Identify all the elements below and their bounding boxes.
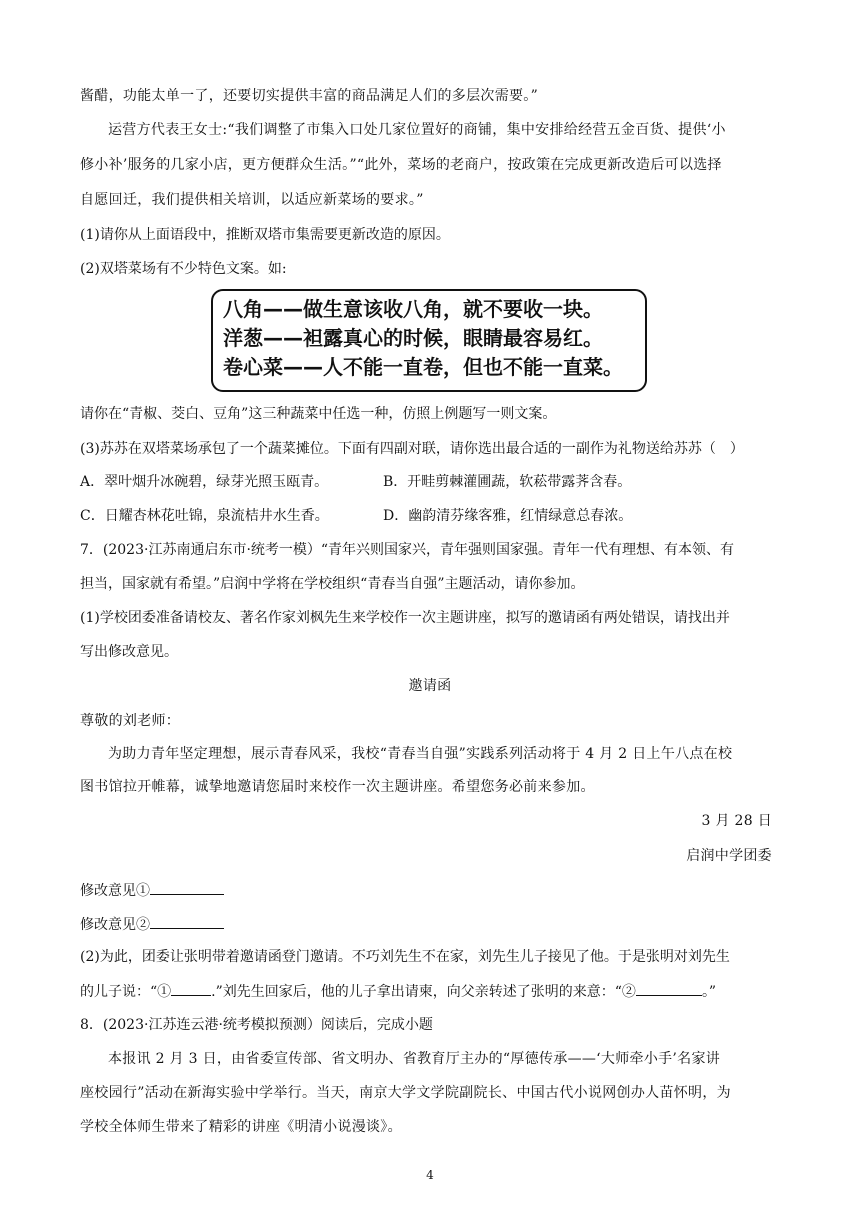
question-2: (2)双塔菜场有不少特色文案。如: xyxy=(80,261,287,277)
letter-body: 为助力青年坚定理想，展示青春风采，我校“青春当自强”实践系列活动将于 4 月 2 日上午八点在校 xyxy=(108,746,733,762)
fix-line-2 xyxy=(80,914,224,935)
slogan-line: 卷心菜——人不能一直卷，但也不能一直菜。 xyxy=(223,355,623,379)
news-text: 学校全体师生带来了精彩的讲座《明清小说漫谈》。 xyxy=(80,1119,402,1135)
option-c: C．日耀杏林花吐锦，泉流桔井水生香。 xyxy=(80,508,329,524)
slogan-line: 洋葱——袒露真心的时候，眼睛最容易红。 xyxy=(223,326,603,350)
question-7-cont: 担当，国家就有希望。”启润中学将在学校组织“青春当自强”主题活动，请你参加。 xyxy=(80,576,585,592)
question-7-1-cont: 写出修改意见。 xyxy=(80,644,178,660)
option-b: B．开畦剪棘灌圃蔬，软菘带露荠含春。 xyxy=(383,474,632,490)
option-a: A．翠叶烟升冰碗碧，绿芽光照玉瓯青。 xyxy=(80,474,329,490)
news-text: 本报讯 2 月 3 日，由省委宣传部、省文明办、省教育厅主办的“厚德传承——‘大师牵小手’名家讲 xyxy=(108,1051,721,1067)
question-7-2-cont xyxy=(80,981,716,1002)
question-3: (3)苏苏在双塔菜场承包了一个蔬菜摊位。下面有四副对联，请你选出最合适的一副作为礼物送给苏苏（ ） xyxy=(80,441,744,457)
slogan-line: 八角——做生意该收八角，就不要收一块。 xyxy=(223,297,603,321)
letter-date: 3 月 28 日 xyxy=(701,813,772,829)
text-line: 自愿回迁，我们提供相关培训，以适应新菜场的要求。” xyxy=(80,192,424,208)
text-segment: 。” xyxy=(701,984,717,1000)
letter-signature: 启润中学团委 xyxy=(686,848,772,864)
letter-salutation: 尊敬的刘老师： xyxy=(80,713,181,729)
fix-label: 修改意见① xyxy=(80,883,150,899)
answer-blank[interactable] xyxy=(150,914,224,929)
fix-line-1 xyxy=(80,880,224,901)
text-line: 酱醋，功能太单一了，还要切实提供丰富的商品满足人们的多层次需要。” xyxy=(80,88,539,104)
question-8: 8．(2023·江苏连云港·统考模拟预测）阅读后，完成小题 xyxy=(80,1017,433,1033)
letter-title: 邀请函 xyxy=(408,678,452,694)
question-7: 7．(2023·江苏南通启东市·统考一模）“青年兴则国家兴，青年强则国家强。青年一代有理想、有本领、有 xyxy=(80,542,735,558)
news-text: 座校园行”活动在新海实验中学举行。当天，南京大学文学院副院长、中国古代小说网创办人苗怀明，为 xyxy=(80,1085,731,1101)
letter-body: 图书馆拉开帷幕，诚挚地邀请您届时来校作一次主题讲座。希望您务必前来参加。 xyxy=(80,779,595,795)
option-d: D．幽韵清芬缘客雅，红情绿意总春浓。 xyxy=(383,508,633,524)
question-7-1: (1)学校团委准备请校友、著名作家刘枫先生来学校作一次主题讲座，拟写的邀请函有两处错误，请找出并 xyxy=(80,610,730,626)
slogan-box xyxy=(211,289,647,392)
fix-label: 修改意见② xyxy=(80,917,150,933)
text-line: 运营方代表王女士:“我们调整了市集入口处几家位置好的商铺，集中安排给经营五金百货、提供‘小 xyxy=(108,122,726,138)
text-segment: 的儿子说：“① xyxy=(80,984,172,1000)
answer-blank[interactable] xyxy=(636,981,702,996)
page-number: 4 xyxy=(426,1168,434,1182)
question-1: (1)请你从上面语段中，推断双塔市集需要更新改造的原因。 xyxy=(80,227,450,243)
text-segment: .”刘先生回家后，他的儿子拿出请柬，向父亲转述了张明的来意：“② xyxy=(211,984,636,1000)
instruction-text: 请你在“青椒、茭白、豆角”这三种蔬菜中任选一种，仿照上例题写一则文案。 xyxy=(80,406,557,422)
text-line: 修小补’服务的几家小店，更方便群众生活。”“此外，菜场的老商户，按政策在完成更新改造后可以选择 xyxy=(80,157,722,173)
question-7-2: (2)为此，团委让张明带着邀请函登门邀请。不巧刘先生不在家，刘先生儿子接见了他。于是张明对刘先生 xyxy=(80,949,730,965)
answer-blank[interactable] xyxy=(150,880,224,895)
answer-blank[interactable] xyxy=(171,981,211,996)
